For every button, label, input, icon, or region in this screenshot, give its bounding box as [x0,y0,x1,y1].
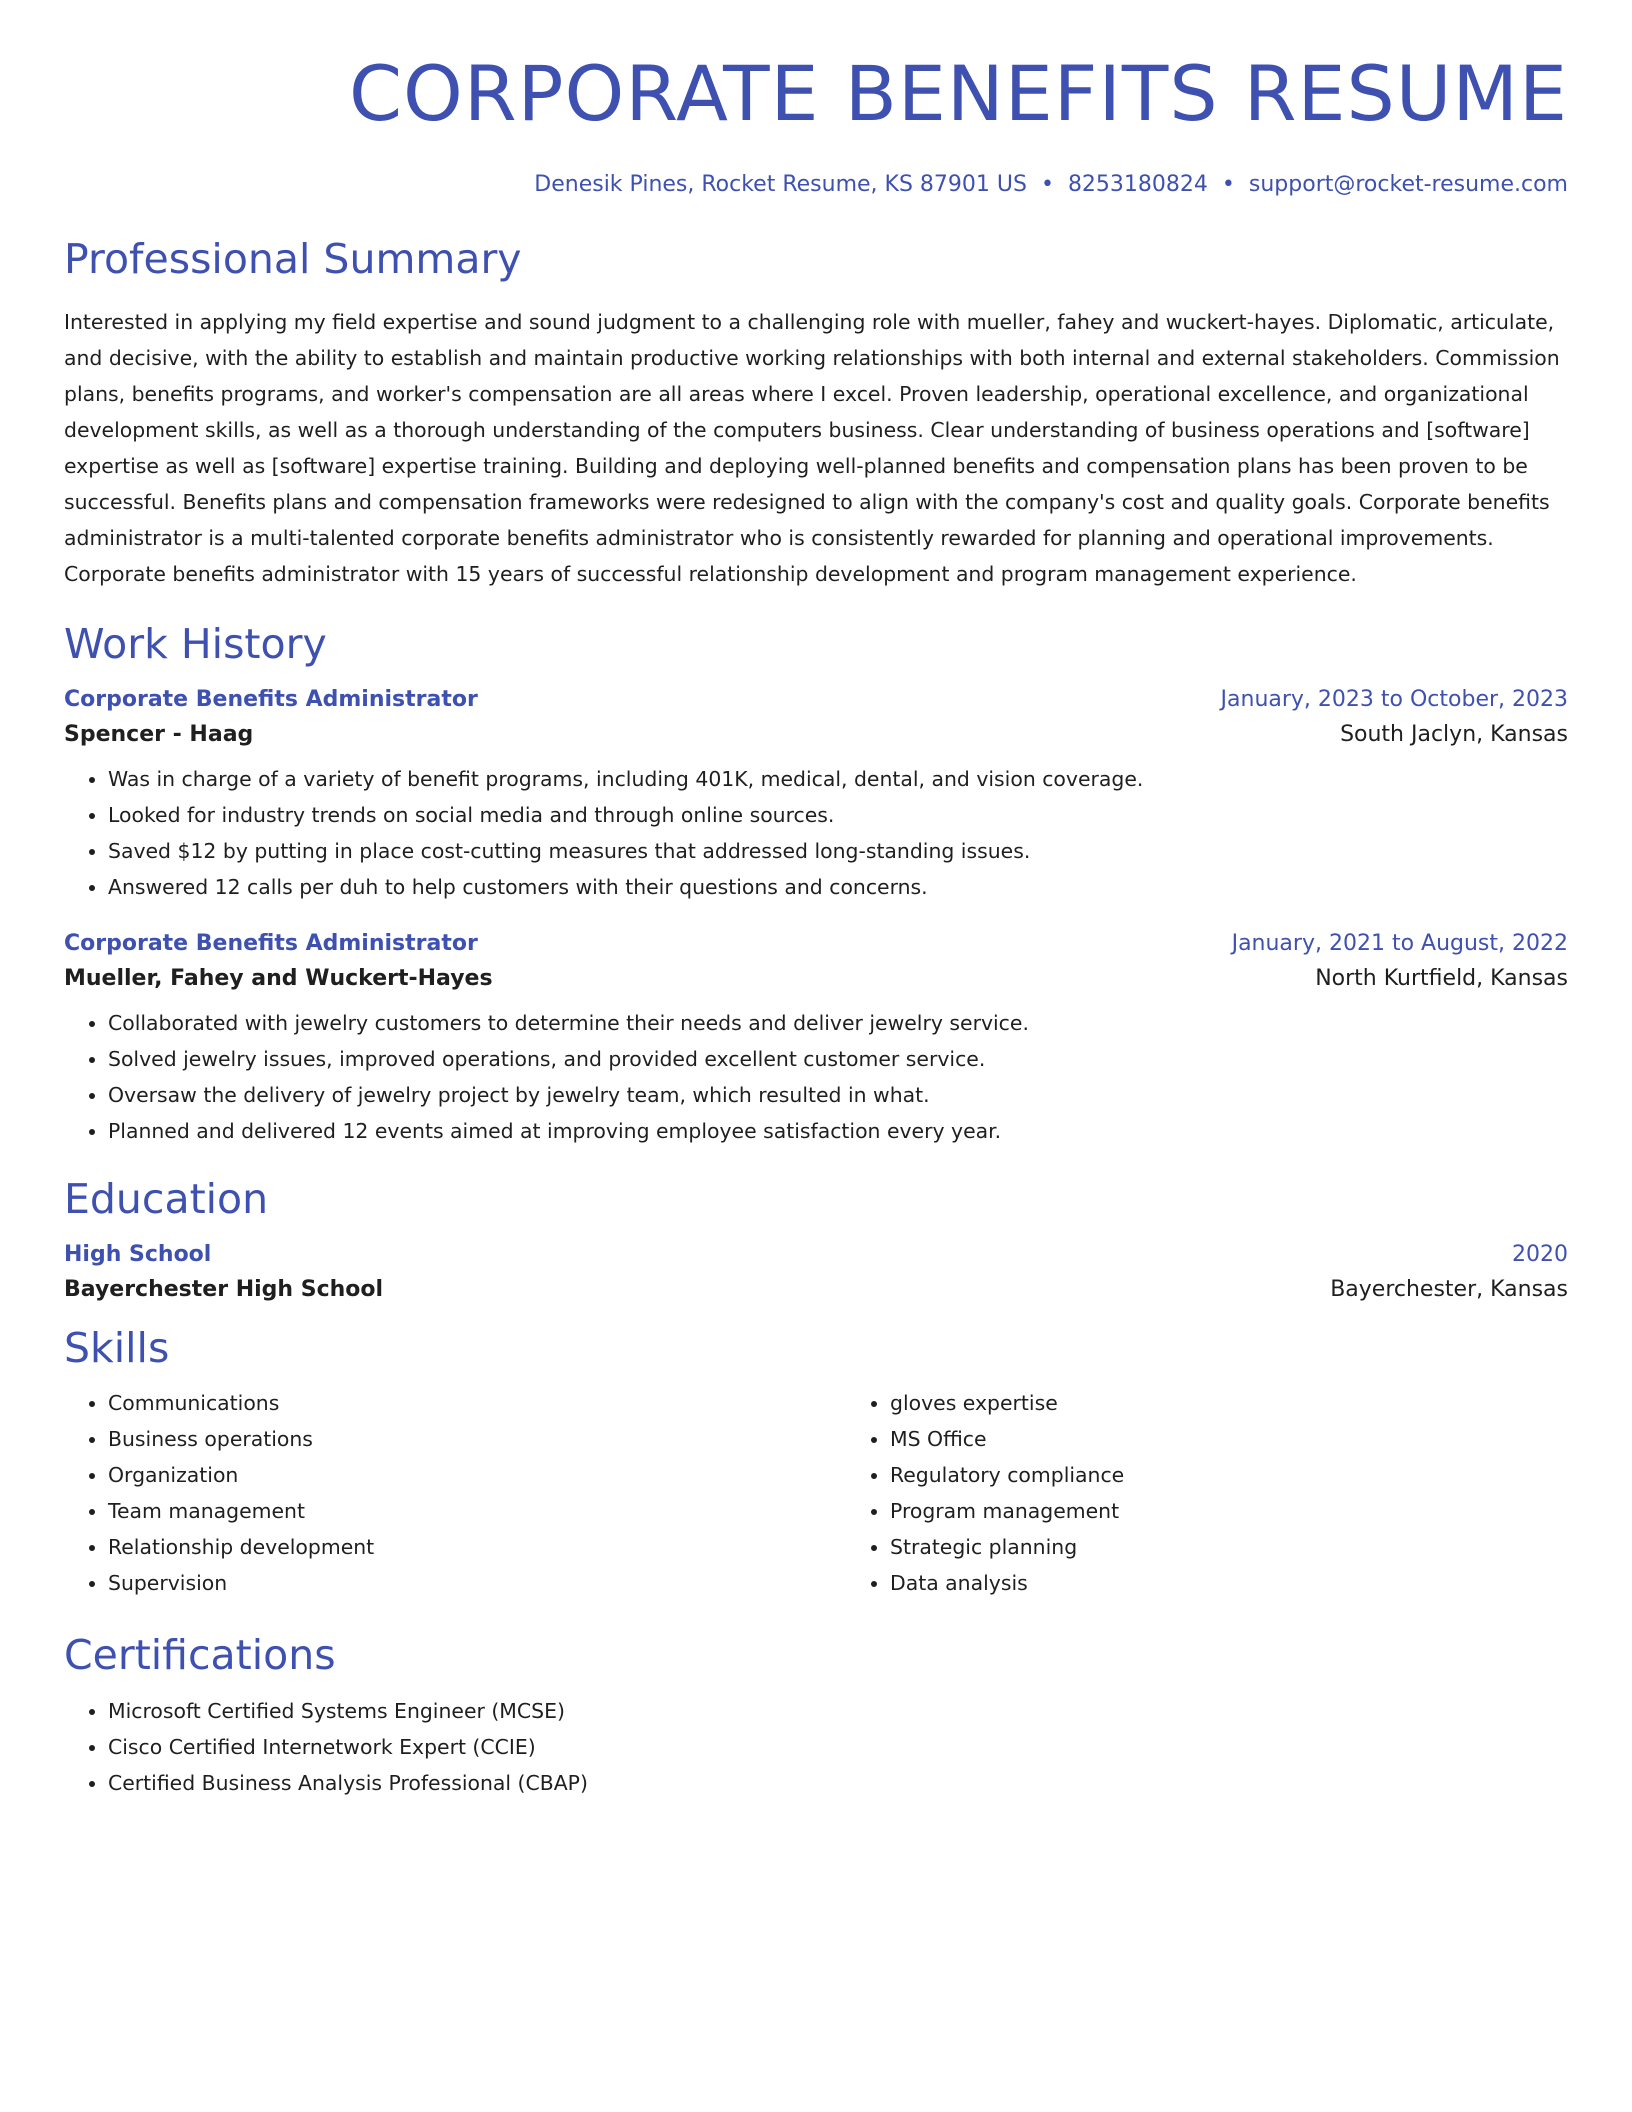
degree: High School [64,1242,212,1268]
skill-item: • gloves expertise [890,1385,1568,1421]
certification-item: • Certified Business Analysis Professional (CBAP) [108,1765,1568,1801]
education-entry [64,1242,1568,1302]
job-dates: January, 2021 to August, 2022 [1231,930,1568,956]
contact-separator: • [1221,171,1235,197]
job-duty: • Looked for industry trends on social media and through online sources. [108,797,1568,833]
skill-item: • Organization [108,1457,846,1493]
job-entry [64,687,1568,905]
certification-item: • Microsoft Certified Systems Engineer (MCSE) [108,1693,1568,1729]
school-location: Bayerchester, Kansas [1330,1277,1568,1303]
certifications-heading: Certifications [64,1631,336,1680]
contact-address: Denesik Pines, Rocket Resume, KS 87901 US [534,171,1027,197]
skill-item: • Team management [108,1493,846,1529]
job-duty: • Answered 12 calls per duh to help customers with their questions and concerns. [108,869,1568,905]
skill-item: • Communications [108,1385,846,1421]
summary-text: Interested in applying my field expertise and sound judgment to a challenging role with mueller, fahey and wuckert-hayes. Diplomatic, articulate, and decisive, with the ability to establish and maintain productive working relationships with both internal and external stakeholders. Commission plans, benefits programs, and worker's compensation are all areas where I excel. Proven leadership, operational excellence, and organizational development skills, as well as a thorough understanding of the computers business. Clear understanding of business operations and [software] expertise as well as [software] expertise training. Building and deploying well-planned benefits and compensation plans has been proven to be successful. Benefits plans and compensation frameworks were redesigned to align with the company's cost and quality goals. Corporate benefits administrator is a multi-talented corporate benefits administrator who is consistently rewarded for planning and operational improvements. Corporate benefits administrator with 15 years of successful relationship development and program management experience. [64,309,1560,586]
work-history-heading: Work History [64,619,327,668]
job-duty: • Oversaw the delivery of jewelry project by jewelry team, which resulted in what. [108,1077,1568,1113]
job-duty: • Solved jewelry issues, improved operations, and provided excellent customer service. [108,1041,1568,1077]
skill-item: • Data analysis [890,1565,1568,1601]
job-entry [64,931,1568,1149]
school-row [64,1277,1568,1302]
employer-row [64,966,1568,991]
job-duty: • Was in charge of a variety of benefit programs, including 401K, medical, dental, and vision coverage. [108,761,1568,797]
skill-item: • MS Office [890,1421,1568,1457]
job-duty: • Collaborated with jewelry customers to determine their needs and deliver jewelry service. [108,1005,1568,1041]
skills-list-right [846,1385,1568,1601]
job-dates: January, 2023 to October, 2023 [1220,686,1568,712]
skill-item: • Relationship development [108,1529,846,1565]
contact-separator: • [1040,171,1054,197]
job-title: Corporate Benefits Administrator [64,930,478,956]
skills-list-left [64,1385,846,1601]
job-duty: • Planned and delivered 12 events aimed at improving employee satisfaction every year. [108,1113,1568,1149]
contact-phone: 8253180824 [1067,171,1208,197]
skills-heading: Skills [64,1324,170,1373]
skill-item: • Regulatory compliance [890,1457,1568,1493]
contact-line [64,172,1568,197]
skill-item: • Supervision [108,1565,846,1601]
employer-row [64,722,1568,747]
degree-row [64,1242,1568,1267]
education-heading: Education [64,1174,269,1223]
job-location: South Jaclyn, Kansas [1340,721,1568,747]
job-duties-list [64,1005,1568,1149]
summary-heading: Professional Summary [64,234,522,283]
employer-name: Mueller, Fahey and Wuckert-Hayes [64,965,493,991]
job-title-row [64,931,1568,956]
skills-grid [64,1385,1568,1601]
employer-name: Spencer - Haag [64,721,254,747]
skill-item: • Strategic planning [890,1529,1568,1565]
skill-item: • Program management [890,1493,1568,1529]
graduation-year: 2020 [1512,1242,1568,1268]
contact-email: support@rocket-resume.com [1248,171,1568,197]
school-name: Bayerchester High School [64,1277,384,1303]
certification-item: • Cisco Certified Internetwork Expert (CCIE) [108,1729,1568,1765]
job-title-row [64,687,1568,712]
job-location: North Kurtfield, Kansas [1315,965,1568,991]
job-title: Corporate Benefits Administrator [64,686,478,712]
certifications-list [64,1693,1568,1801]
skill-item: • Business operations [108,1421,846,1457]
job-duty: • Saved $12 by putting in place cost-cutting measures that addressed long-standing issues. [108,833,1568,869]
resume-title: CORPORATE BENEFITS RESUME [348,49,1568,138]
job-duties-list [64,761,1568,905]
